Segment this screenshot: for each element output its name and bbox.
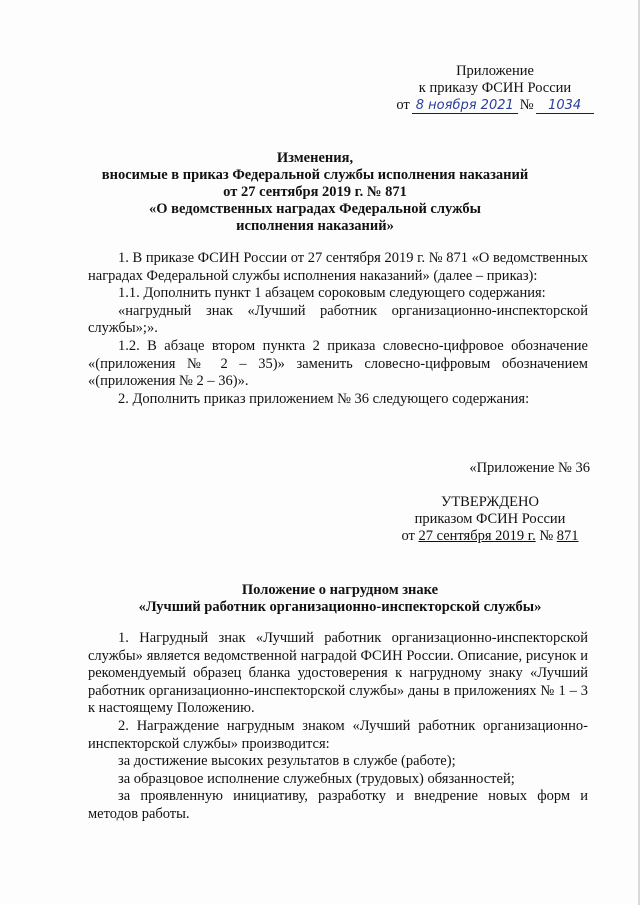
number-label: № [539, 528, 554, 544]
title-line: Изменения, [276, 150, 354, 166]
body-paragraph: 2. Дополнить приказ приложением № 36 следующего содержания: [118, 390, 530, 407]
approved-date: 27 сентября 2019 г. [418, 528, 536, 544]
approved-label: УТВЕРЖДЕНО [441, 494, 539, 510]
annex-order-ref: к приказу ФСИН России [418, 80, 572, 96]
regulation-title [60, 582, 620, 616]
body-paragraph: 1.2. В абзаце втором пункта 2 приказа словесно-цифровое обозначение «(приложения № 2 – 35)» заменить словесно-цифровым обозначением «(приложения № 2 – 36)». [88, 337, 588, 390]
approved-by: приказом ФСИН России [414, 511, 566, 527]
body-paragraph: «нагрудный знак «Лучший работник организационно-инспекторской службы»;». [88, 302, 588, 337]
appendix-header [390, 460, 590, 545]
approved-order-line [390, 528, 590, 545]
body-paragraph: 1. В приказе ФСИН России от 27 сентября 2019 г. № 871 «О ведомственных наградах Федеральной службы исполнения наказаний» (далее – приказ): [88, 250, 588, 284]
appendix-label: «Приложение № 36 [469, 460, 590, 476]
approved-number: 871 [556, 528, 579, 544]
regulation-paragraph: за проявленную инициативу, разработку и внедрение новых форм и методов работы. [88, 788, 588, 822]
body-paragraph: 1.1. Дополнить пункт 1 абзацем сороковым следующего содержания: [118, 285, 546, 302]
regulation-title-line: «Лучший работник организационно-инспекторской службы» [138, 599, 542, 615]
from-label: от [396, 97, 410, 113]
title-line: от 27 сентября 2019 г. № 871 [223, 184, 407, 200]
handwritten-number: 1034 [536, 98, 594, 114]
amendments-body [88, 250, 588, 408]
title-line: «О ведомственных наградах Федеральной службы [149, 201, 481, 217]
title-line: исполнения наказаний» [236, 218, 394, 234]
document-title [60, 150, 570, 235]
regulation-paragraph: за достижение высоких результатов в службе (работе); [118, 753, 456, 770]
annex-header [395, 63, 595, 114]
title-line: вносимые в приказ Федеральной службы исполнения наказаний [101, 167, 529, 183]
handwritten-date: 8 ноября 2021 [412, 98, 518, 114]
regulation-paragraph: за образцовое исполнение служебных (трудовых) обязанностей; [118, 770, 515, 787]
number-label: № [519, 97, 534, 113]
annex-label: Приложение [456, 63, 534, 79]
from-label: от [401, 528, 415, 544]
regulation-paragraph: 1. Нагрудный знак «Лучший работник организационно-инспекторской службы» является ведомственной наградой ФСИН России. Описание, рисунок и рекомендуемый образец бланка удостоверения к нагрудному знаку «Лучший работник организационно-инспекторской службы» даны в приложениях № 1 – 3 к настоящему Положению. [88, 630, 588, 717]
annex-order-line [395, 97, 595, 114]
regulation-title-line: Положение о нагрудном знаке [241, 582, 439, 598]
regulation-body [88, 630, 588, 824]
regulation-paragraph: 2. Награждение нагрудным знаком «Лучший работник организационно-инспекторской службы» производится: [88, 717, 588, 752]
